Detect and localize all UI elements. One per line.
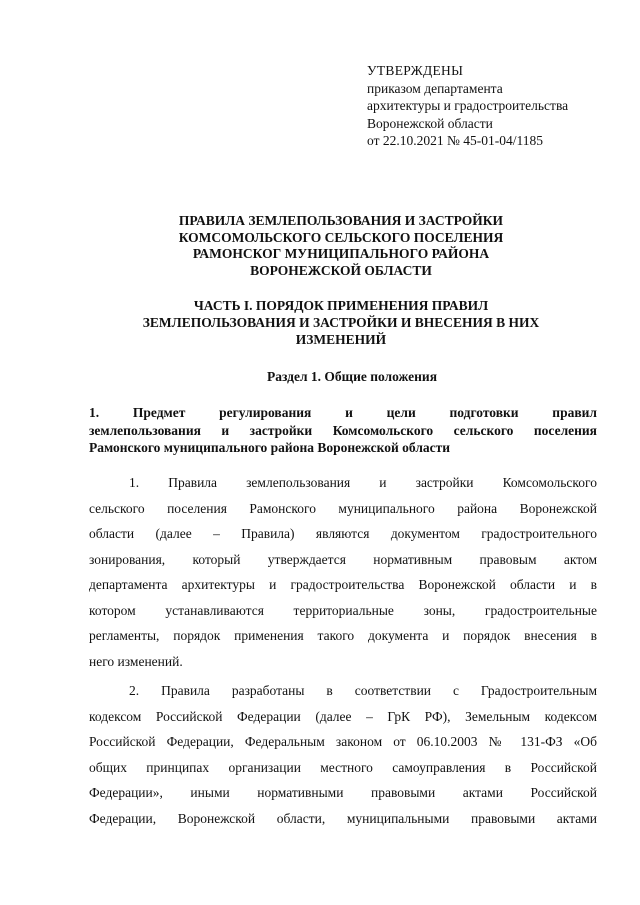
part-heading-line: ИЗМЕНЕНИЙ: [295, 332, 387, 347]
title-line: РАМОНСКОГ МУНИЦИПАЛЬНОГО РАЙОНА: [192, 246, 490, 261]
approval-order-number: от 22.10.2021 № 45-01-04/1185: [367, 133, 543, 148]
approval-line: архитектуры и градостроительства: [367, 98, 569, 113]
paragraph-line: Федерации, Воронежской области, муниципальными правовыми актами: [89, 810, 597, 826]
approval-line: Воронежской области: [367, 115, 493, 131]
paragraph-line: 2. Правила разработаны в соответствии с Градостроительным: [129, 683, 597, 698]
approval-heading: УТВЕРЖДЕНЫ: [367, 63, 464, 78]
title-line: КОМСОМОЛЬСКОГО СЕЛЬСКОГО ПОСЕЛЕНИЯ: [178, 229, 504, 245]
paragraph-2: [89, 678, 597, 831]
title-line: ВОРОНЕЖСКОЙ ОБЛАСТИ: [250, 262, 432, 278]
paragraph-1: [89, 470, 597, 674]
article-heading: [89, 404, 597, 457]
paragraph-line: Российской Федерации, Федеральным законом от 06.10.2003 № 131-ФЗ «Об: [89, 734, 597, 749]
paragraph-line: кодексом Российской Федерации (далее – ГрК РФ), Земельным кодексом: [89, 708, 597, 724]
paragraph-line: области (далее – Правила) являются документом градостроительного: [89, 526, 597, 541]
article-heading-line: 1. Предмет регулирования и цели подготовки правил: [89, 405, 597, 420]
paragraph-line: сельского поселения Рамонского муниципального района Воронежской: [89, 500, 597, 516]
part-heading-line: ЧАСТЬ I. ПОРЯДОК ПРИМЕНЕНИЯ ПРАВИЛ: [193, 298, 489, 313]
part-heading: [80, 297, 602, 348]
article-heading-line: Рамонского муниципального района Воронежской области: [89, 440, 451, 455]
paragraph-line: регламенты, порядок применения такого документа и порядок внесения в: [89, 628, 597, 643]
approval-line: приказом департамента: [367, 80, 503, 96]
article-heading-line: землепользования и застройки Комсомольского сельского поселения: [89, 422, 597, 438]
paragraph-line: котором устанавливаются территориальные зоны, градостроительные: [89, 602, 597, 618]
part-heading-line: ЗЕМЛЕПОЛЬЗОВАНИЯ И ЗАСТРОЙКИ И ВНЕСЕНИЯ В НИХ: [142, 315, 540, 330]
paragraph-line: департамента архитектуры и градостроительства Воронежской области и в: [89, 577, 597, 592]
approval-stamp: [367, 62, 617, 150]
paragraph-line: Федерации», иными нормативными правовыми актами Российской: [89, 785, 597, 800]
paragraph-line: общих принципах организации местного самоуправления в Российской: [89, 759, 597, 775]
title-line: ПРАВИЛА ЗЕМЛЕПОЛЬЗОВАНИЯ И ЗАСТРОЙКИ: [178, 213, 504, 228]
section-heading: Раздел 1. Общие положения: [266, 369, 438, 384]
paragraph-line: 1. Правила землепользования и застройки Комсомольского: [129, 475, 597, 490]
document-title: [80, 213, 602, 279]
paragraph-line: него изменений.: [89, 653, 183, 669]
paragraph-line: зонирования, который утверждается нормативным правовым актом: [89, 551, 597, 567]
